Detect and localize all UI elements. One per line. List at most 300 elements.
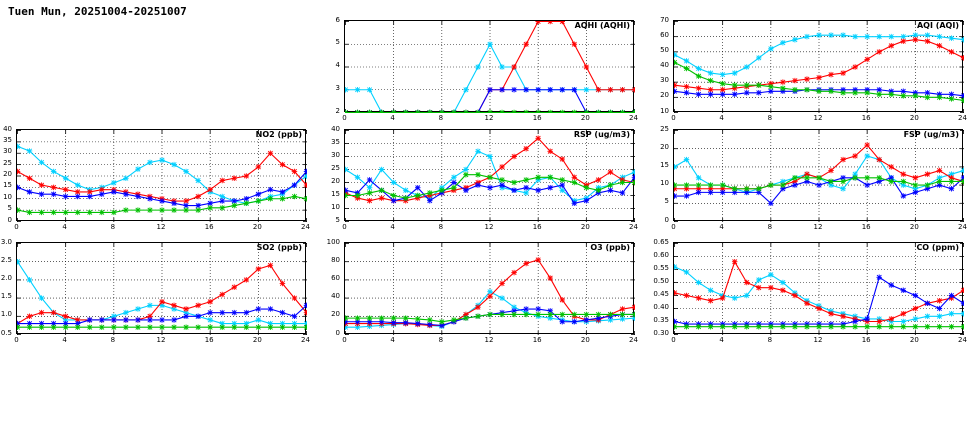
series-marker-day4 (195, 324, 201, 330)
chart-title-rsp: RSP (ug/m3) (573, 130, 630, 139)
series-marker-day4 (804, 324, 810, 330)
series-marker-day4 (511, 312, 517, 318)
series-marker-day4 (937, 324, 943, 330)
series-marker-day4 (889, 92, 895, 98)
x-tick-label: 8 (767, 114, 773, 122)
series-marker-day2 (816, 306, 822, 312)
series-marker-day3 (451, 180, 457, 186)
series-marker-day3 (535, 188, 541, 194)
series-marker-day3 (925, 301, 931, 307)
series-marker-day2 (840, 70, 846, 76)
series-marker-day4 (487, 110, 493, 113)
series-marker-day2 (864, 57, 870, 63)
series-marker-day4 (768, 182, 774, 188)
series-marker-day4 (572, 180, 578, 186)
series-marker-day4 (876, 324, 882, 330)
series-marker-day1 (135, 166, 141, 172)
series-marker-day4 (732, 82, 738, 88)
series-marker-day2 (27, 176, 33, 182)
series-marker-day4 (768, 84, 774, 90)
series-marker-day4 (535, 110, 541, 113)
y-tick-label: 30 (660, 76, 669, 85)
series-marker-day1 (345, 167, 348, 173)
chart-panel-o3 (326, 237, 638, 344)
series-marker-day4 (756, 82, 762, 88)
chart-panel-fsp (660, 124, 967, 231)
series-marker-day4 (696, 324, 702, 330)
series-marker-day3 (744, 90, 750, 96)
series-marker-day3 (391, 198, 397, 204)
series-marker-day4 (391, 315, 397, 321)
series-marker-day1 (183, 169, 189, 175)
series-marker-day3 (572, 319, 578, 325)
series-marker-day4 (674, 324, 677, 330)
series-marker-day4 (280, 324, 286, 330)
series-marker-day3 (511, 87, 517, 93)
series-marker-day3 (584, 317, 590, 323)
series-marker-day4 (171, 324, 177, 330)
series-marker-day2 (268, 263, 274, 269)
series-marker-day4 (547, 312, 553, 318)
series-marker-day4 (379, 110, 385, 113)
series-marker-day1 (367, 185, 373, 191)
series-marker-day4 (171, 207, 177, 213)
series-marker-day2 (804, 76, 810, 82)
series-marker-day4 (792, 175, 798, 181)
series-marker-day4 (768, 324, 774, 330)
series-marker-day2 (219, 292, 225, 298)
y-tick-label: 60 (331, 273, 340, 282)
chart-panel-rsp (331, 124, 638, 231)
series-marker-day2 (632, 87, 635, 93)
series-marker-day3 (572, 201, 578, 207)
series-marker-day2 (39, 310, 45, 316)
series-marker-day4 (949, 324, 955, 330)
series-marker-day4 (219, 324, 225, 330)
series-marker-day3 (684, 193, 690, 198)
series-marker-day3 (207, 310, 213, 316)
plot-svg-aqhi (345, 21, 635, 113)
y-tick-label: 40 (331, 124, 340, 133)
series-marker-day2 (63, 314, 69, 320)
x-tick-label: 4 (719, 336, 724, 344)
series-marker-day4 (75, 324, 81, 330)
series-marker-day4 (572, 312, 578, 318)
series-marker-day1 (379, 167, 385, 173)
series-marker-day4 (475, 314, 481, 320)
series-marker-day3 (87, 317, 93, 323)
series-marker-day3 (560, 182, 566, 188)
series-marker-day4 (913, 182, 919, 188)
series-marker-day2 (547, 275, 553, 281)
y-tick-label: 80 (331, 255, 340, 264)
plot-area-aqi (673, 20, 963, 112)
y-tick-label: 20 (331, 310, 340, 319)
series-marker-day2 (51, 310, 57, 316)
series-marker-day1 (403, 188, 409, 194)
series-marker-day2 (219, 178, 225, 184)
series-marker-day3 (244, 310, 250, 316)
x-tick-label: 8 (767, 223, 773, 231)
series-marker-day1 (674, 52, 677, 57)
y-tick-label: 50 (660, 45, 669, 54)
plot-area-co (673, 242, 963, 334)
series-marker-day2 (292, 169, 298, 175)
series-marker-day4 (852, 90, 858, 96)
series-marker-day3 (913, 190, 919, 196)
y-tick-label: 25 (3, 158, 12, 167)
series-marker-day3 (63, 194, 69, 200)
series-marker-day2 (756, 285, 762, 291)
series-marker-day4 (547, 110, 553, 113)
series-marker-day1 (487, 42, 493, 48)
x-tick-label: 20 (252, 336, 262, 344)
series-marker-day4 (27, 210, 33, 216)
series-marker-day4 (183, 324, 189, 330)
series-marker-day3 (27, 189, 33, 195)
series-marker-day1 (732, 295, 738, 301)
series-marker-day4 (232, 324, 238, 330)
series-marker-day1 (355, 175, 361, 181)
series-marker-day3 (159, 317, 165, 323)
x-tick-label: 16 (861, 114, 871, 122)
series-marker-day2 (511, 270, 517, 276)
x-tick-label: 12 (484, 223, 494, 231)
series-marker-day1 (584, 87, 590, 93)
series-marker-day1 (27, 148, 33, 154)
series-marker-day3 (51, 191, 57, 197)
series-marker-day4 (961, 324, 964, 330)
series-marker-day3 (901, 288, 907, 294)
series-marker-day3 (889, 282, 895, 288)
series-marker-day4 (560, 312, 566, 318)
series-marker-day1 (51, 169, 57, 175)
series-marker-day4 (547, 175, 553, 181)
chart-panel-co (653, 237, 967, 344)
series-marker-day4 (720, 324, 726, 330)
chart-title-aqi: AQI (AQI) (916, 21, 959, 30)
x-tick-label: 20 (580, 336, 590, 344)
series-marker-day4 (415, 110, 421, 113)
series-marker-day1 (207, 317, 213, 323)
series-marker-day4 (355, 315, 361, 321)
x-tick-label: 24 (629, 223, 638, 231)
series-marker-day3 (937, 306, 943, 312)
series-marker-day3 (99, 317, 105, 323)
plot-svg-o3 (345, 243, 635, 335)
series-marker-day4 (792, 87, 798, 93)
series-marker-day1 (876, 34, 882, 39)
x-tick-label: 0 (671, 114, 676, 122)
y-tick-label: 4 (335, 61, 340, 69)
series-marker-day4 (292, 194, 298, 200)
series-marker-day3 (684, 90, 690, 96)
series-marker-day4 (828, 179, 834, 185)
x-tick-label: 12 (813, 223, 823, 231)
series-marker-day2 (523, 261, 529, 267)
series-marker-day4 (487, 175, 493, 181)
x-tick-label: 4 (719, 114, 724, 122)
series-marker-day2 (864, 142, 870, 148)
series-marker-day2 (852, 153, 858, 159)
series-marker-day2 (901, 311, 907, 317)
plot-svg-rsp (345, 130, 635, 222)
series-marker-day3 (560, 87, 566, 93)
series-marker-day2 (511, 154, 517, 160)
series-marker-day4 (584, 110, 590, 113)
series-marker-day1 (684, 269, 690, 275)
series-marker-day3 (256, 191, 261, 197)
series-marker-day3 (292, 314, 298, 320)
series-marker-day4 (415, 193, 421, 199)
series-marker-day3 (696, 190, 702, 196)
series-marker-day4 (463, 172, 469, 178)
series-marker-day4 (949, 179, 955, 185)
x-tick-label: 12 (156, 336, 166, 344)
plot-svg-no2 (17, 130, 307, 222)
series-marker-day3 (171, 317, 177, 323)
series-marker-day2 (292, 295, 298, 301)
series-marker-day2 (39, 182, 45, 188)
series-marker-day1 (674, 164, 677, 170)
series-marker-day2 (63, 187, 69, 193)
series-marker-day2 (684, 84, 690, 90)
series-marker-day3 (219, 310, 225, 316)
y-tick-label: 6 (335, 15, 340, 24)
series-marker-day2 (523, 42, 529, 48)
series-marker-day4 (732, 186, 738, 192)
series-marker-day3 (708, 190, 714, 196)
series-marker-day4 (744, 186, 750, 192)
y-tick-label: 0.60 (653, 250, 669, 259)
series-marker-day4 (620, 312, 626, 318)
series-marker-day1 (135, 306, 141, 312)
series-marker-day4 (427, 317, 433, 323)
y-tick-label: 0.65 (653, 237, 669, 246)
series-marker-day4 (427, 110, 433, 113)
series-marker-day2 (487, 294, 493, 300)
y-tick-label: 0.35 (653, 315, 669, 324)
series-marker-day4 (87, 210, 93, 216)
series-marker-day2 (780, 288, 786, 294)
series-marker-day4 (901, 324, 907, 330)
series-marker-day4 (780, 324, 786, 330)
series-marker-day2 (584, 64, 590, 70)
series-marker-day1 (147, 160, 153, 166)
series-marker-day2 (632, 304, 635, 310)
series-marker-day2 (792, 293, 798, 299)
series-marker-day4 (63, 210, 69, 216)
series-marker-day3 (123, 191, 129, 197)
series-marker-day3 (111, 317, 117, 323)
series-marker-day2 (475, 304, 481, 310)
series-marker-day4 (852, 175, 858, 181)
series-marker-day3 (816, 182, 822, 188)
series-marker-day4 (511, 180, 517, 186)
plot-area-o3 (344, 242, 634, 334)
series-marker-day2 (901, 38, 907, 44)
x-tick-label: 16 (861, 336, 871, 344)
series-marker-day2 (596, 87, 602, 93)
series-marker-day3 (696, 92, 702, 98)
series-marker-day2 (596, 177, 602, 183)
series-marker-day4 (684, 66, 690, 72)
x-tick-label: 20 (580, 114, 590, 122)
series-marker-day4 (732, 324, 738, 330)
series-marker-day1 (720, 72, 726, 78)
series-marker-day3 (572, 87, 578, 93)
series-marker-day2 (608, 87, 614, 93)
y-tick-label: 25 (331, 163, 340, 172)
y-tick-label: 70 (660, 15, 669, 24)
series-marker-day1 (949, 35, 955, 41)
series-marker-day3 (268, 187, 274, 193)
series-marker-day4 (439, 188, 445, 194)
series-marker-day3 (499, 87, 505, 93)
series-marker-day4 (708, 78, 714, 84)
plot-area-no2 (16, 129, 306, 221)
series-marker-day2 (780, 79, 786, 85)
series-marker-day1 (475, 64, 481, 70)
series-marker-day3 (367, 177, 373, 183)
series-marker-day3 (864, 182, 870, 188)
series-marker-day2 (535, 257, 541, 263)
series-marker-day3 (674, 89, 677, 95)
series-marker-day1 (732, 70, 738, 76)
series-marker-day3 (499, 182, 505, 188)
y-tick-label: 2.0 (0, 273, 12, 282)
series-marker-day3 (39, 191, 45, 197)
x-tick-label: 20 (909, 223, 919, 231)
series-marker-day1 (111, 180, 117, 186)
series-marker-day2 (876, 319, 882, 325)
x-tick-label: 20 (580, 223, 590, 231)
x-tick-label: 0 (671, 336, 676, 344)
y-tick-label: 0 (7, 215, 12, 224)
series-marker-day2 (949, 49, 955, 54)
series-marker-day3 (523, 185, 529, 191)
y-tick-label: 0.5 (0, 328, 12, 337)
series-marker-day3 (547, 87, 553, 93)
series-marker-day4 (780, 182, 786, 188)
series-marker-day3 (87, 194, 93, 200)
series-marker-day4 (608, 312, 614, 318)
series-marker-day4 (123, 324, 129, 330)
series-marker-day1 (961, 168, 964, 174)
series-marker-day4 (207, 324, 213, 330)
series-marker-day4 (608, 110, 614, 113)
series-marker-day1 (937, 314, 943, 320)
series-marker-day1 (684, 58, 690, 64)
series-marker-day1 (696, 175, 702, 181)
series-marker-day2 (828, 168, 834, 174)
series-marker-day2 (379, 195, 385, 201)
series-marker-day4 (391, 193, 397, 199)
series-marker-day2 (367, 198, 373, 204)
x-tick-label: 0 (342, 223, 347, 231)
series-marker-day3 (949, 293, 955, 299)
series-marker-day3 (901, 193, 907, 198)
series-marker-day1 (840, 186, 846, 192)
series-marker-day3 (535, 306, 541, 312)
series-marker-day1 (780, 280, 786, 286)
series-marker-day2 (244, 173, 250, 179)
series-marker-day3 (219, 198, 225, 204)
x-tick-label: 20 (252, 223, 262, 231)
series-marker-day4 (439, 319, 445, 325)
series-marker-day3 (620, 190, 626, 196)
y-tick-label: 10 (331, 202, 340, 211)
series-marker-day4 (499, 110, 505, 113)
x-tick-label: 4 (62, 336, 67, 344)
series-marker-day4 (403, 110, 409, 113)
series-marker-day4 (523, 312, 529, 318)
series-marker-day1 (961, 311, 964, 317)
series-marker-day4 (937, 95, 943, 101)
series-marker-day4 (961, 98, 964, 104)
series-marker-day3 (415, 185, 421, 191)
series-marker-day2 (674, 82, 677, 88)
series-marker-day1 (63, 176, 69, 182)
series-marker-day1 (27, 277, 33, 283)
series-marker-day4 (451, 110, 457, 113)
series-marker-day1 (852, 34, 858, 39)
x-tick-label: 16 (204, 223, 214, 231)
series-marker-day4 (292, 324, 298, 330)
series-marker-day2 (207, 299, 213, 305)
series-marker-day4 (901, 93, 907, 99)
series-marker-day1 (451, 175, 457, 181)
series-marker-day4 (828, 89, 834, 95)
series-marker-day4 (756, 324, 762, 330)
series-marker-day1 (475, 149, 481, 155)
series-marker-day4 (608, 182, 614, 188)
chart-panel-aqhi (335, 15, 638, 122)
series-marker-day1 (961, 37, 964, 43)
series-marker-day4 (864, 90, 870, 96)
series-marker-day2 (280, 162, 286, 168)
series-marker-day4 (596, 312, 602, 318)
series-marker-day4 (684, 324, 690, 330)
series-marker-day4 (499, 177, 505, 183)
series-marker-day3 (523, 87, 529, 93)
x-tick-label: 8 (438, 223, 444, 231)
x-tick-label: 24 (301, 336, 310, 344)
series-marker-day4 (913, 93, 919, 99)
series-marker-day4 (684, 182, 690, 188)
series-marker-day3 (674, 193, 677, 198)
series-marker-day4 (75, 210, 81, 216)
series-marker-day4 (268, 196, 274, 202)
series-marker-day4 (804, 87, 810, 93)
chart-title-co: CO (ppm) (916, 243, 959, 252)
series-marker-day4 (632, 110, 635, 113)
series-marker-day2 (684, 293, 690, 299)
x-tick-label: 8 (438, 336, 444, 344)
y-tick-label: 15 (660, 160, 669, 169)
series-marker-day1 (901, 319, 907, 325)
series-marker-day4 (852, 324, 858, 330)
series-marker-day4 (511, 110, 517, 113)
x-tick-label: 24 (958, 114, 967, 122)
series-marker-day3 (280, 189, 286, 195)
series-marker-day2 (207, 187, 213, 193)
series-marker-day3 (487, 87, 493, 93)
series-marker-day3 (171, 201, 177, 207)
series-marker-day3 (720, 190, 726, 196)
series-marker-day1 (864, 34, 870, 39)
plot-svg-co (674, 243, 964, 335)
